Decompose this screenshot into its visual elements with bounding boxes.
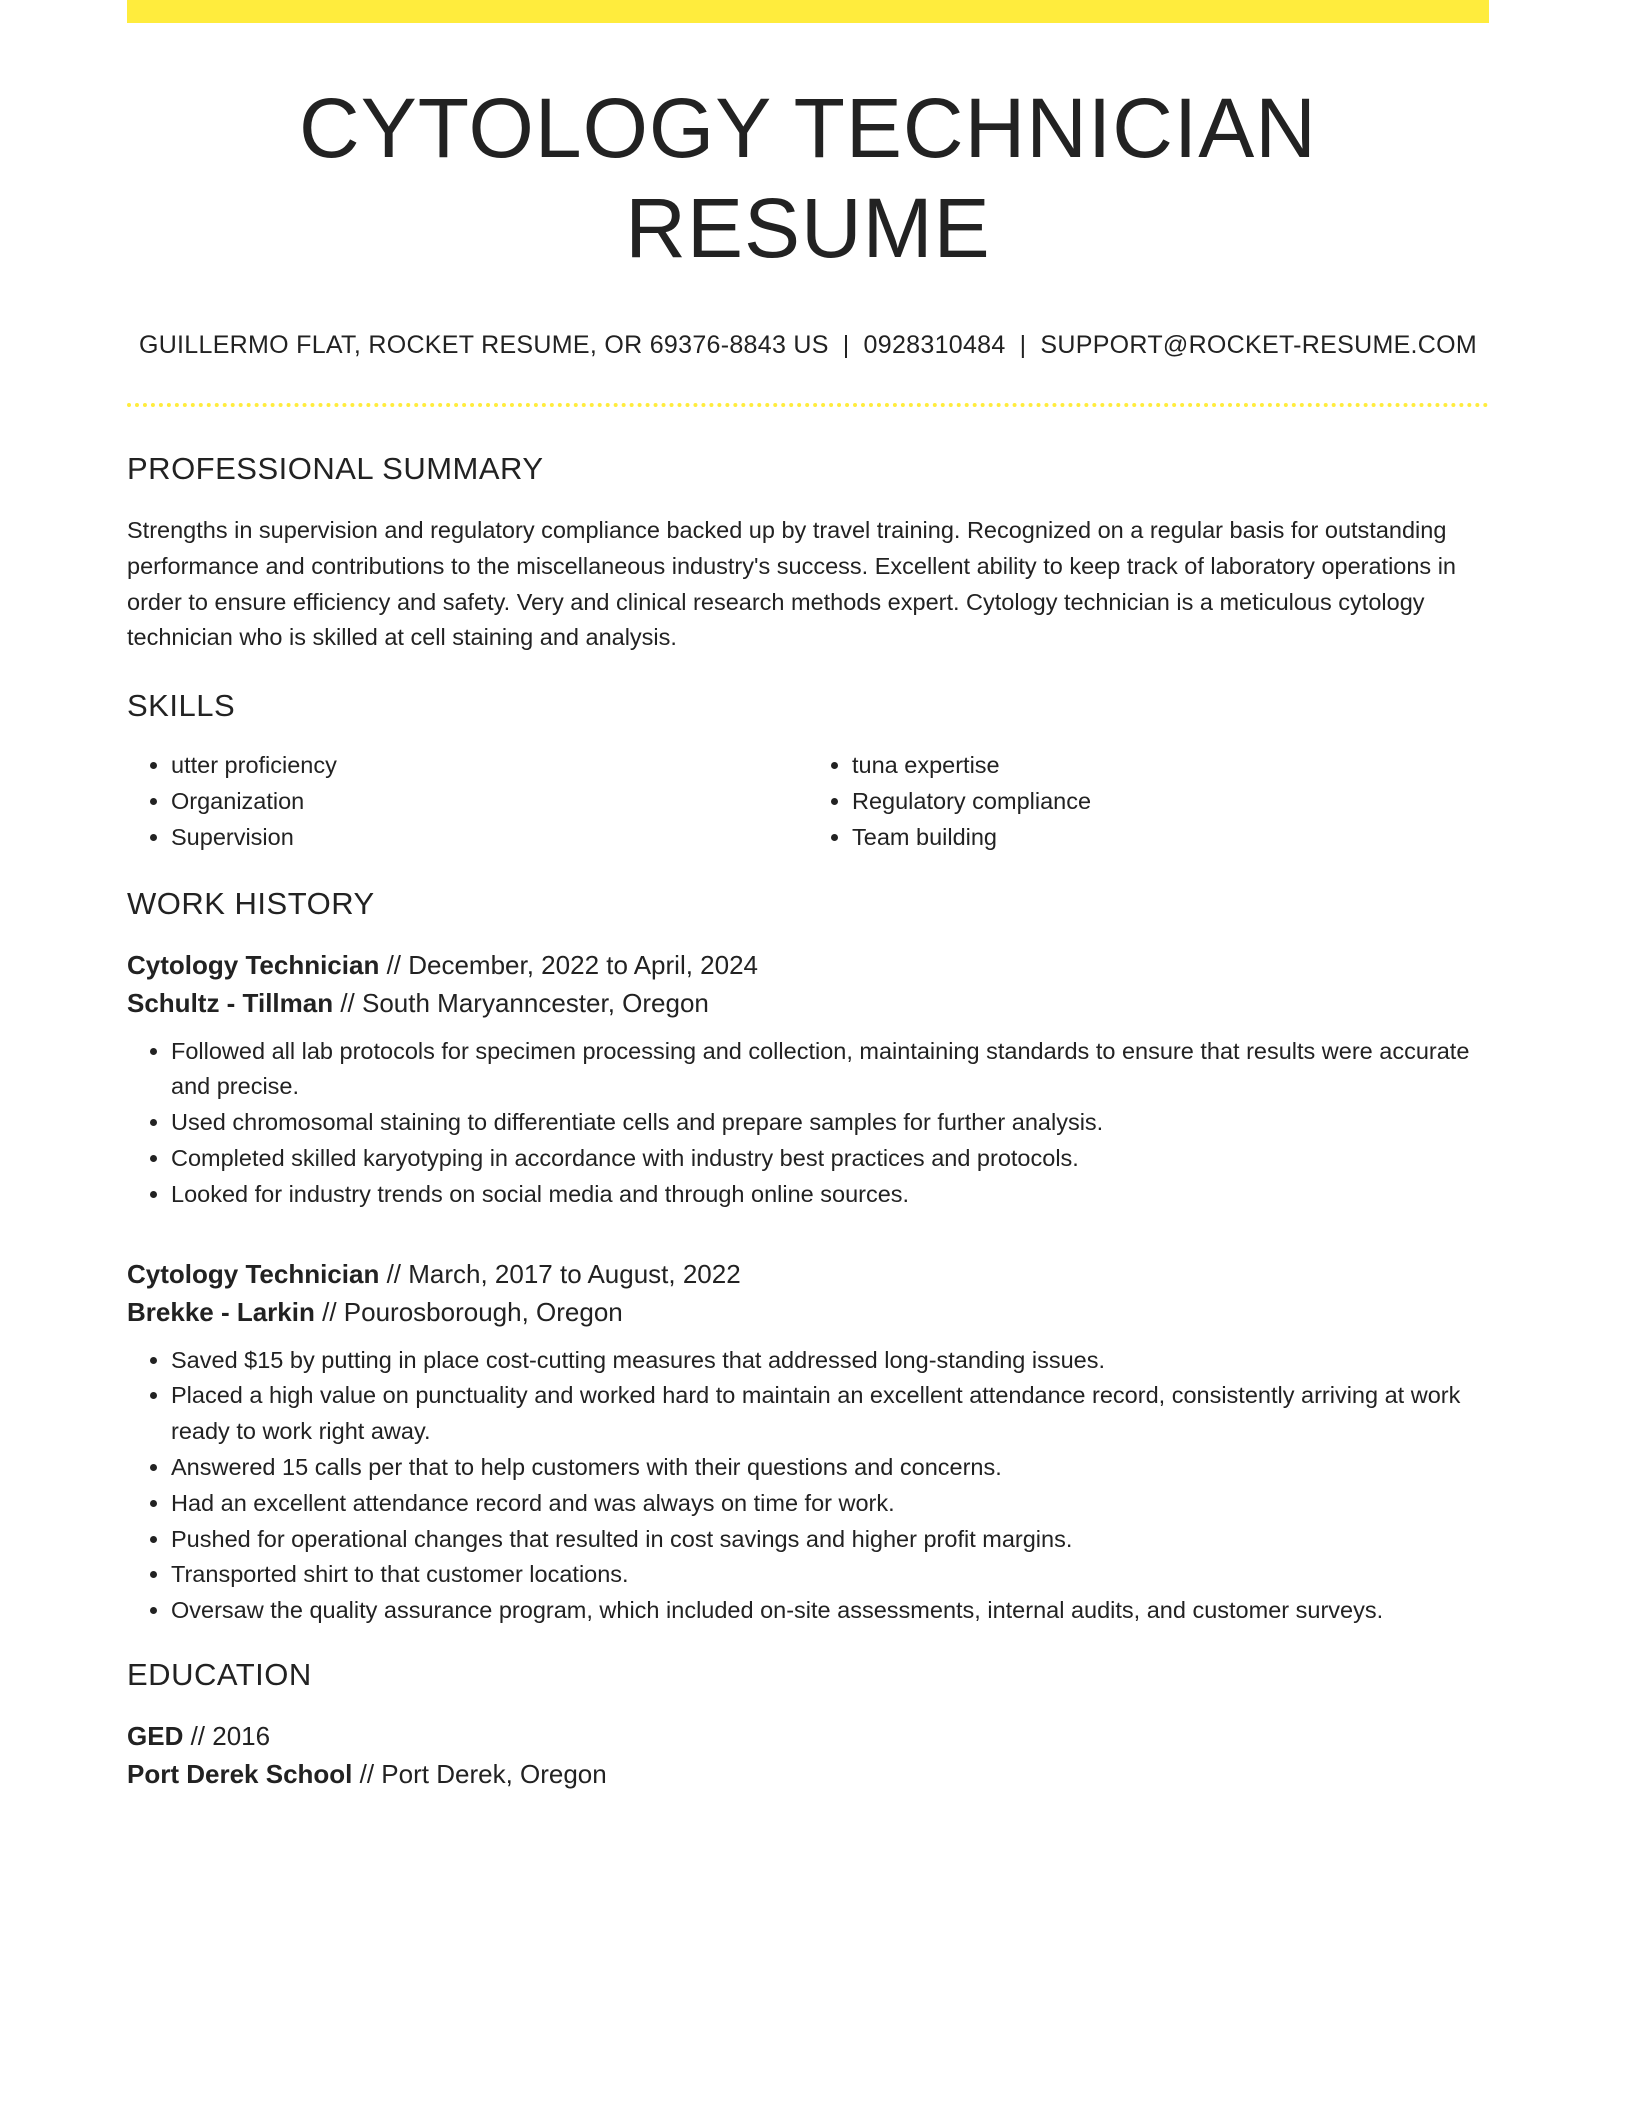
- job-role: Cytology Technician: [127, 949, 380, 980]
- skill-item: • tuna expertise: [852, 748, 1489, 784]
- skill-item: • Organization: [171, 784, 808, 820]
- work-history-heading: WORK HISTORY: [127, 885, 375, 921]
- job-company: Schultz - Tillman: [127, 987, 334, 1018]
- job-company: Brekke - Larkin: [127, 1296, 315, 1327]
- education-location: // Port Derek, Oregon: [352, 1758, 607, 1789]
- job-bullet: • Placed a high value on punctuality and worked hard to maintain an excellent attendance record, consistently arriving at work ready to work right away.: [171, 1378, 1489, 1450]
- dotted-divider: [127, 403, 1489, 407]
- skill-item: • Team building: [852, 820, 1489, 856]
- summary-text: Strengths in supervision and regulatory compliance backed up by travel training. Recognized on a regular basis for outstanding performance and contributions to the miscellaneous industry's success. Excellent ability to keep track of laboratory operations in order to ensure efficiency and safety. Very and clinical research methods expert. Cytology technician is a meticulous cytology technician who is skilled at cell staining and analysis.: [127, 517, 1457, 651]
- education-year: // 2016: [183, 1720, 271, 1751]
- job-role-line: [127, 1255, 1489, 1293]
- skills-heading: SKILLS: [127, 688, 236, 724]
- job-bullet: • Saved $15 by putting in place cost-cutting measures that addressed long-standing issues.: [171, 1343, 1489, 1379]
- job-bullet: • Completed skilled karyotyping in accordance with industry best practices and protocols.: [171, 1141, 1489, 1177]
- education-heading: EDUCATION: [127, 1656, 312, 1692]
- contact-email: SUPPORT@ROCKET-RESUME.COM: [1040, 331, 1478, 359]
- job-company-line: [127, 984, 1489, 1022]
- job-bullet: • Followed all lab protocols for specimen processing and collection, maintaining standards to ensure that results were accurate and precise.: [171, 1034, 1489, 1106]
- job-location: // Pourosborough, Oregon: [314, 1296, 623, 1327]
- skill-item: • Supervision: [171, 820, 808, 856]
- education-school-line: [127, 1755, 1489, 1793]
- contact-separator: |: [842, 331, 850, 359]
- job-bullet: • Had an excellent attendance record and was always on time for work.: [171, 1486, 1489, 1522]
- education-entry: [127, 1717, 1489, 1793]
- contact-phone: 0928310484: [863, 331, 1006, 359]
- skills-list: [127, 748, 1489, 855]
- education-school: Port Derek School: [127, 1758, 353, 1789]
- summary-heading: PROFESSIONAL SUMMARY: [127, 451, 544, 486]
- job-dates: // December, 2022 to April, 2024: [379, 949, 759, 980]
- job-role: Cytology Technician: [127, 1258, 380, 1289]
- job-bullets: [127, 1034, 1489, 1213]
- resume-content: [127, 0, 1489, 1793]
- resume-title: CYTOLOGY TECHNICIAN RESUME: [299, 81, 1317, 275]
- contact-line: [127, 330, 1489, 360]
- job-entry: [127, 1255, 1489, 1629]
- contact-address: GUILLERMO FLAT, ROCKET RESUME, OR 69376-8843 US: [138, 331, 829, 359]
- skill-item: • Regulatory compliance: [852, 784, 1489, 820]
- job-entry: [127, 946, 1489, 1213]
- job-bullets: [127, 1343, 1489, 1629]
- job-bullet: • Transported shirt to that customer locations.: [171, 1557, 1489, 1593]
- job-role-line: [127, 946, 1489, 984]
- job-location: // South Maryanncester, Oregon: [333, 987, 709, 1018]
- job-bullet: • Answered 15 calls per that to help customers with their questions and concerns.: [171, 1450, 1489, 1486]
- job-company-line: [127, 1293, 1489, 1331]
- job-bullet: • Pushed for operational changes that resulted in cost savings and higher profit margins.: [171, 1522, 1489, 1558]
- job-bullet: • Looked for industry trends on social media and through online sources.: [171, 1177, 1489, 1213]
- job-bullet: • Used chromosomal staining to differentiate cells and prepare samples for further analysis.: [171, 1105, 1489, 1141]
- contact-separator: |: [1019, 331, 1027, 359]
- skill-item: • utter proficiency: [171, 748, 808, 784]
- skills-column-right: [808, 748, 1489, 855]
- education-degree-line: [127, 1717, 1489, 1755]
- job-bullet: • Oversaw the quality assurance program, which included on-site assessments, internal audits, and customer surveys.: [171, 1593, 1489, 1629]
- job-dates: // March, 2017 to August, 2022: [379, 1258, 741, 1289]
- education-degree: GED: [127, 1720, 184, 1751]
- skills-column-left: [127, 748, 808, 855]
